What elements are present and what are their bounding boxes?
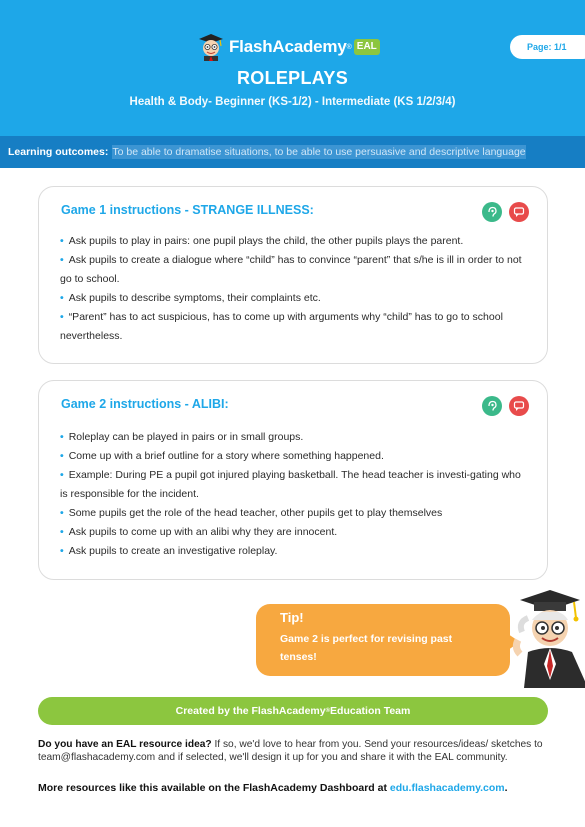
game-1-skill-icons (482, 202, 529, 222)
listening-icon (482, 396, 502, 416)
eal-badge: EAL (354, 39, 380, 55)
speaking-icon (509, 396, 529, 416)
bullet-marker: • (60, 450, 64, 462)
learning-outcomes-text: To be able to dramatise situations, to be able to use persuasive and descriptive language (112, 146, 526, 158)
bullet-marker: • (60, 431, 64, 443)
speaking-icon (509, 202, 529, 222)
list-item: • “Parent” has to act suspicious, has to come up with arguments why “child” has to go to school nevertheless. (60, 311, 503, 342)
header (0, 0, 585, 136)
bullet-marker: • (60, 526, 64, 538)
bullet-marker: • (60, 507, 64, 519)
list-item: • Ask pupils to create an investigative roleplay. (60, 545, 278, 557)
tip-speech-bubble (256, 604, 510, 676)
game-1-instruction-list (60, 232, 527, 346)
game-2-card (38, 380, 548, 580)
bullet-marker: • (60, 545, 64, 557)
game-1-title: Game 1 instructions - STRANGE ILLNESS: (61, 203, 314, 217)
learning-outcomes-bar (0, 136, 585, 168)
learning-outcomes-label: Learning outcomes: (8, 146, 109, 158)
bullet-marker: • (60, 311, 64, 323)
flashacademy-logo (198, 33, 380, 61)
bullet-marker: • (60, 292, 64, 304)
dashboard-link[interactable]: edu.flashacademy.com (389, 782, 505, 794)
list-item: • Some pupils get the role of the head teacher, other pupils get to play themselves (60, 507, 443, 519)
game-1-card (38, 186, 548, 364)
page-title: ROLEPLAYS (236, 68, 349, 88)
resource-idea-question: Do you have an EAL resource idea? (38, 739, 212, 750)
more-resources-end: . (504, 782, 508, 794)
page-subtitle: Health & Body- Beginner (KS-1/2) - Intermediate (KS 1/2/3/4) (129, 96, 456, 108)
credit-registered-mark: ® (325, 708, 331, 714)
credit-prefix: Created by the FlashAcademy (175, 705, 326, 717)
list-item: • Ask pupils to play in pairs: one pupil plays the child, the other pupils plays the parent. (60, 235, 464, 247)
credit-bar (38, 697, 548, 725)
more-resources-text: More resources like this available on the FlashAcademy Dashboard at (38, 782, 390, 794)
bullet-marker: • (60, 254, 64, 266)
game-2-skill-icons (482, 396, 529, 416)
logo-registered-mark: ® (346, 43, 352, 51)
game-2-instruction-list (60, 428, 527, 561)
listening-icon (482, 202, 502, 222)
list-item: • Ask pupils to create a dialogue where “child” has to convince “parent” that s/he is ill in order to not go to school. (60, 254, 522, 285)
list-item: • Come up with a brief outline for a story where something happened. (60, 450, 384, 462)
game-2-title: Game 2 instructions - ALIBI: (61, 397, 229, 411)
logo-wordmark: FlashAcademy (229, 37, 347, 56)
list-item: • Example: During PE a pupil got injured playing basketball. The head teacher is investi-gating who is responsible for the incident. (60, 469, 521, 500)
professor-mascot-illustration (510, 588, 585, 688)
list-item: • Roleplay can be played in pairs or in small groups. (60, 431, 304, 443)
credit-suffix: Education Team (330, 705, 411, 717)
bullet-marker: • (60, 235, 64, 247)
resource-idea-paragraph (38, 738, 548, 764)
list-item: • Ask pupils to describe symptoms, their complaints etc. (60, 292, 321, 304)
page-indicator: Page: 1/1 (510, 35, 585, 59)
bullet-marker: • (60, 469, 64, 481)
tip-title: Tip! (280, 610, 304, 625)
list-item: • Ask pupils to come up with an alibi why they are innocent. (60, 526, 338, 538)
professor-mascot-icon (198, 33, 224, 61)
more-resources-line (38, 782, 508, 794)
resource-idea-text: If so, we'd love to hear from you. Send your resources/ideas/ sketches to team@flashacademy.com and if selected, we'll design it up for you and share it with the EAL community. (38, 739, 543, 763)
tip-text: Game 2 is perfect for revising past tenses! (280, 633, 453, 663)
